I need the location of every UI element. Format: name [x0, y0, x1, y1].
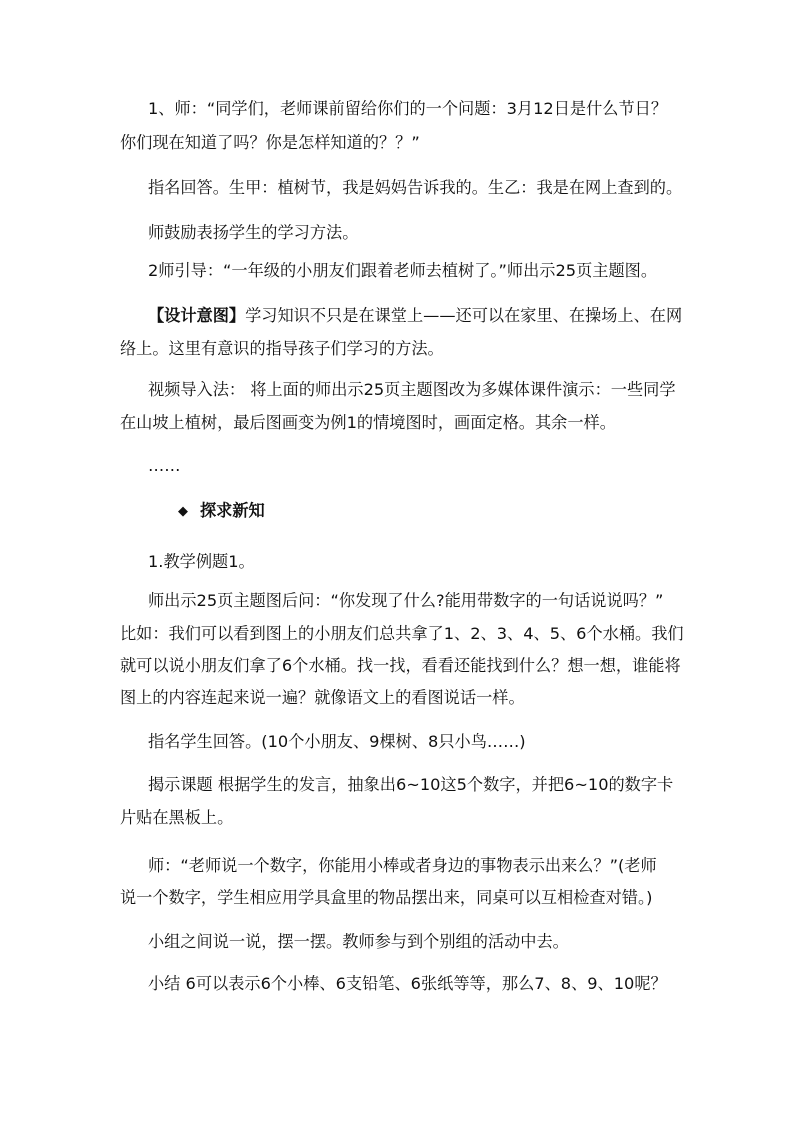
- paragraph-6-line-2: 在山坡上植树，最后图画变为例1的情境图时，画面定格。其余一样。: [120, 413, 616, 432]
- paragraph-9: 指名学生回答。(10个小朋友、9棵树、8只小鸟……): [148, 732, 526, 751]
- ellipsis-line: ……: [148, 456, 181, 475]
- paragraph-8-line-4: 图上的内容连起来说一遍？就像语文上的看图说话一样。: [120, 688, 525, 707]
- paragraph-1-line-2: 你们现在知道了吗？你是怎样知道的？？”: [120, 133, 420, 152]
- paragraph-11-line-1: 师：“老师说一个数字，你能用小棒或者身边的事物表示出来么？”(老师: [148, 856, 657, 875]
- paragraph-8-line-3: 就可以说小朋友们拿了6个水桶。找一找，看看还能找到什么？想一想，谁能将: [120, 656, 681, 675]
- paragraph-11-line-2: 说一个数字，学生相应用学具盒里的物品摆出来，同桌可以互相检查对错。): [120, 888, 653, 907]
- paragraph-5-line-1-text: 学习知识不只是在课堂上——还可以在家里、在操场上、在网: [245, 306, 683, 325]
- paragraph-3: 师鼓励表扬学生的学习方法。: [148, 223, 359, 242]
- paragraph-8-line-2: 比如：我们可以看到图上的小朋友们总共拿了1、2、3、4、5、6个水桶。我们: [120, 624, 684, 643]
- design-intent-label: 【设计意图】: [148, 306, 246, 325]
- paragraph-5-line-1: [148, 306, 682, 326]
- paragraph-10-line-1: 揭示课题 根据学生的发言，抽象出6~10这5个数字，并把6~10的数字卡: [148, 775, 674, 794]
- paragraph-6-line-1: 视频导入法： 将上面的师出示25页主题图改为多媒体课件演示：一些同学: [148, 380, 676, 399]
- paragraph-2: 指名回答。生甲：植树节，我是妈妈告诉我的。生乙：我是在网上查到的。: [148, 178, 683, 197]
- section-heading-text: 探求新知: [200, 501, 265, 520]
- paragraph-13: 小结 6可以表示6个小棒、6支铅笔、6张纸等等，那么7、8、9、10呢？: [148, 974, 667, 993]
- diamond-bullet-icon: ◆: [178, 504, 188, 519]
- paragraph-12: 小组之间说一说，摆一摆。教师参与到个别组的活动中去。: [148, 932, 569, 951]
- paragraph-7: 1.教学例题1。: [148, 552, 255, 571]
- paragraph-4: 2师引导：“一年级的小朋友们跟着老师去植树了。”师出示25页主题图。: [148, 261, 658, 280]
- paragraph-10-line-2: 片贴在黑板上。: [120, 808, 234, 827]
- paragraph-1-line-1: 1、师：“同学们，老师课前留给你们的一个问题：3月12日是什么节日？: [148, 99, 668, 118]
- section-heading: [178, 501, 265, 522]
- paragraph-5-line-2: 络上。这里有意识的指导孩子们学习的方法。: [120, 339, 444, 358]
- paragraph-8-line-1: 师出示25页主题图后问：“你发现了什么?能用带数字的一句话说说吗？”: [148, 591, 664, 610]
